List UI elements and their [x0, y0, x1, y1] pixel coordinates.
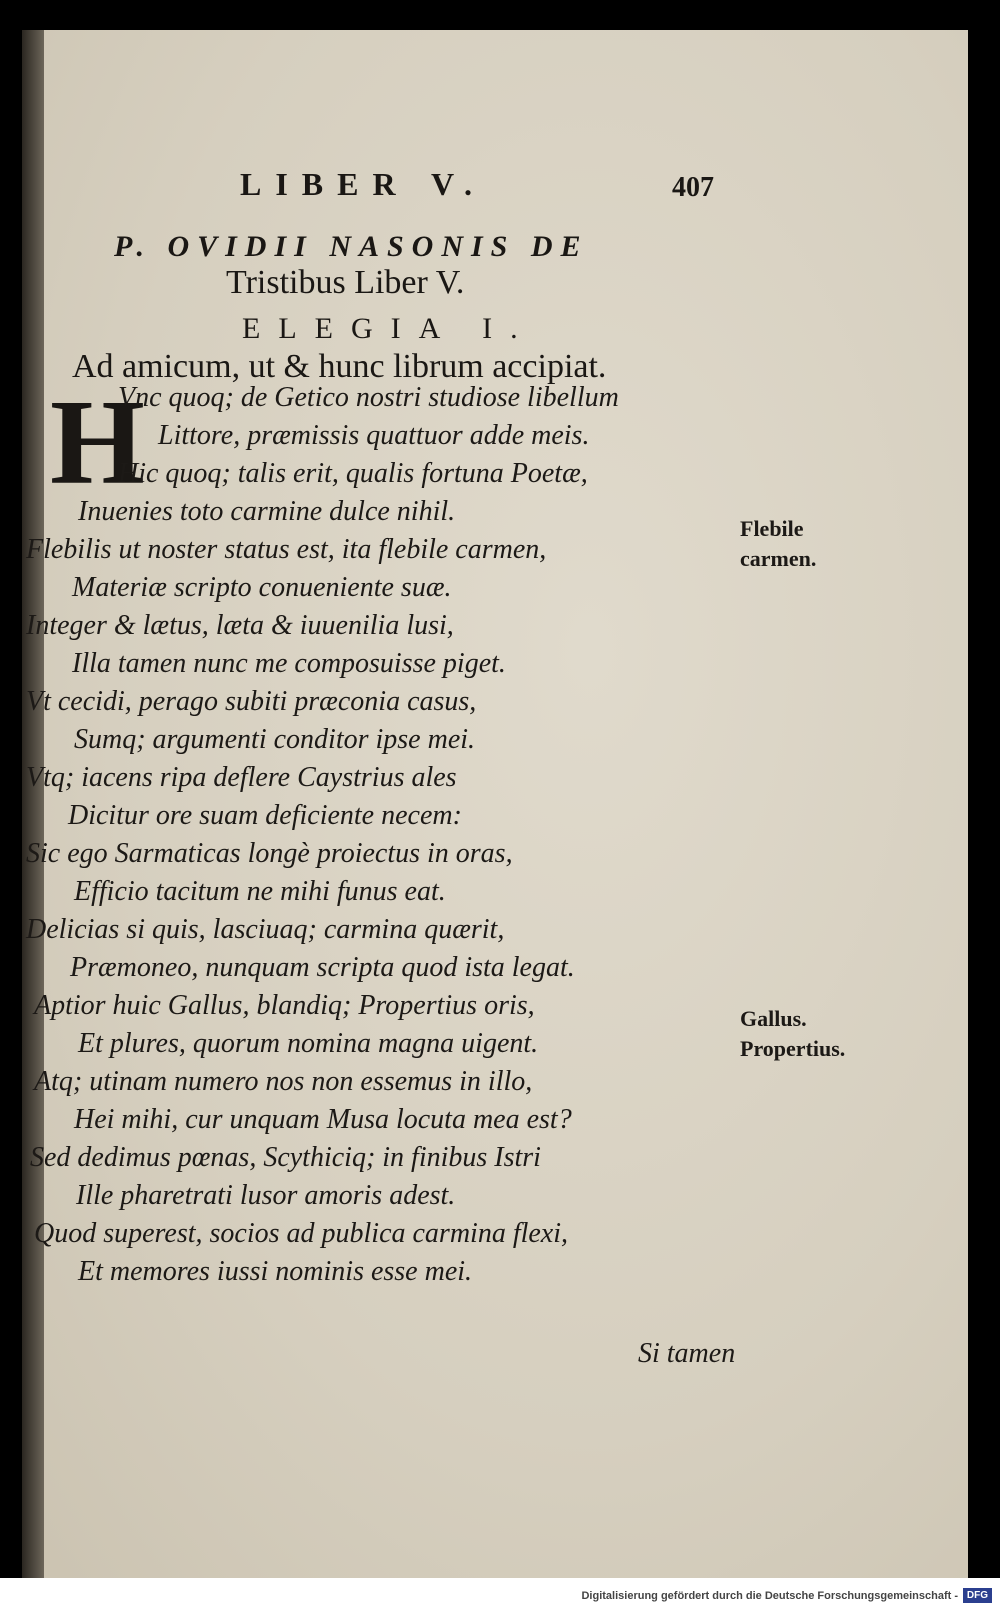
- digitization-footer: [0, 1578, 1000, 1620]
- verse-line: Vnc quoq; de Getico nostri studiose libellum: [118, 382, 619, 413]
- margin-note: [740, 514, 816, 574]
- verse-line: Aptior huic Gallus, blandiq; Propertius oris,: [34, 990, 535, 1021]
- verse-line: Atq; utinam numero nos non essemus in illo,: [34, 1066, 533, 1097]
- verse-line: Hei mihi, cur unquam Musa locuta mea est?: [74, 1104, 572, 1135]
- footer-credit: Digitalisierung gefördert durch die Deutsche Forschungsgemeinschaft -: [581, 1590, 958, 1602]
- margin-note: [740, 1004, 845, 1064]
- drop-capital: H: [50, 375, 145, 510]
- page-number: 407: [672, 172, 714, 203]
- book-spine-shadow: [22, 30, 44, 1578]
- work-title-line1: P. OVIDII NASONIS DE: [114, 230, 589, 263]
- verse-line: Vtq; iacens ripa deflere Caystrius ales: [26, 762, 457, 793]
- section-heading: ELEGIA I.: [242, 312, 536, 345]
- verse-line: Et plures, quorum nomina magna uigent.: [78, 1028, 539, 1059]
- verse-line: Illa tamen nunc me composuisse piget.: [72, 648, 506, 679]
- verse-line: Inuenies toto carmine dulce nihil.: [78, 496, 456, 527]
- verse-line: Et memores iussi nominis esse mei.: [78, 1256, 473, 1287]
- verse-line: Hic quoq; talis erit, qualis fortuna Poetæ,: [118, 458, 588, 489]
- verse-line: Integer & lætus, læta & iuuenilia lusi,: [26, 610, 454, 641]
- book-page: [22, 30, 968, 1578]
- verse-line: Præmoneo, nunquam scripta quod ista legat.: [70, 952, 575, 983]
- margin-note-line: carmen.: [740, 546, 817, 571]
- catchword: Si tamen: [638, 1338, 736, 1369]
- margin-note-line: Propertius.: [740, 1036, 846, 1061]
- verse-line: Flebilis ut noster status est, ita flebile carmen,: [26, 534, 547, 565]
- verse-line: Quod superest, socios ad publica carmina flexi,: [34, 1218, 569, 1249]
- dfg-logo: DFG: [963, 1588, 992, 1603]
- running-title: LIBER V.: [240, 166, 486, 202]
- verse-line: Efficio tacitum ne mihi funus eat.: [74, 876, 446, 907]
- work-title-line2: Tristibus Liber V.: [226, 264, 465, 301]
- verse-line: Dicitur ore suam deficiente necem:: [68, 800, 462, 831]
- margin-note-line: Gallus.: [740, 1006, 807, 1031]
- verse-line: Littore, præmissis quattuor adde meis.: [158, 420, 590, 451]
- verse-line: Delicias si quis, lasciuaq; carmina quærit,: [26, 914, 505, 945]
- elegy-subtitle: Ad amicum, ut & hunc librum accipiat.: [72, 348, 607, 385]
- verse-line: Sumq; argumenti conditor ipse mei.: [74, 724, 476, 755]
- verse-line: Sed dedimus pœnas, Scythiciq; in finibus Istri: [30, 1142, 541, 1173]
- verse-line: Ille pharetrati lusor amoris adest.: [76, 1180, 456, 1211]
- verse-line: Materiæ scripto conueniente suæ.: [72, 572, 452, 603]
- verse-line: Vt cecidi, perago subiti præconia casus,: [26, 686, 477, 717]
- verse-line: Sic ego Sarmaticas longè proiectus in oras,: [26, 838, 513, 869]
- margin-note-line: Flebile: [740, 516, 804, 541]
